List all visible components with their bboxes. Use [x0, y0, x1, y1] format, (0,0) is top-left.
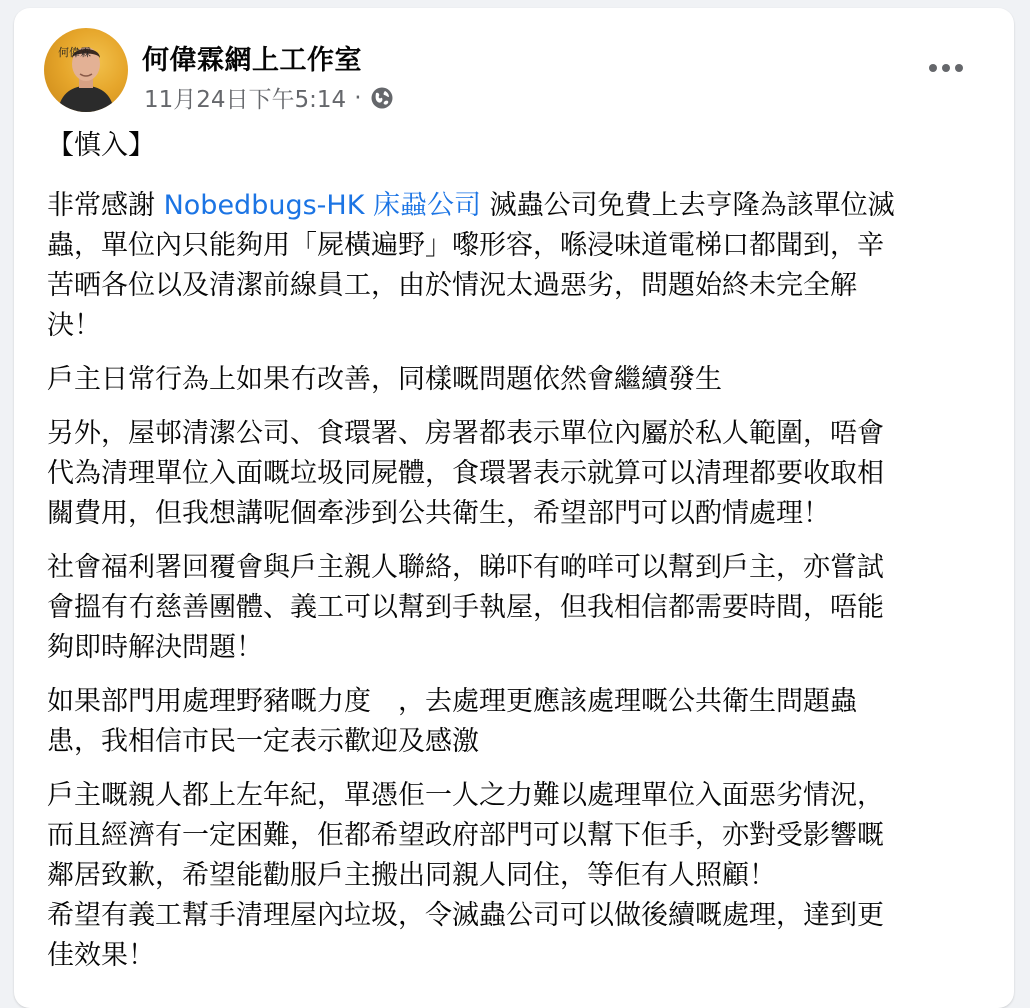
paragraph-line: 社會福利署回覆會與戶主親人聯絡，睇吓有啲咩可以幫到戶主，亦嘗試 — [47, 552, 884, 583]
more-dot — [942, 64, 950, 72]
more-options-button[interactable] — [916, 48, 976, 88]
paragraph-6 — [47, 776, 987, 976]
paragraph-line: 代為清理單位入面嘅垃圾同屍體，食環署表示就算可以清理都要收取相 — [47, 458, 884, 489]
paragraph-line: 戶主嘅親人都上左年紀，單憑佢一人之力難以處理單位入面惡劣情況， — [47, 780, 884, 811]
page-name-link[interactable]: 何偉霖網上工作室 — [142, 45, 362, 76]
mention-link[interactable]: Nobedbugs-HK 床蝨公司 — [163, 190, 481, 221]
more-dot — [955, 64, 963, 72]
text-span: 非常感謝 — [47, 190, 164, 221]
post-tag: 【慎入】 — [47, 130, 155, 161]
text-span: 滅蟲公司免費上去亨隆為該單位滅 — [481, 190, 895, 221]
avatar-image — [44, 28, 128, 112]
paragraph-line: 患，我相信市民一定表示歡迎及感激 — [47, 726, 479, 757]
paragraph-3 — [47, 414, 987, 534]
more-horizontal-icon — [929, 64, 937, 72]
avatar-logo-text: 何偉霖 — [58, 46, 91, 59]
paragraph-5 — [47, 682, 987, 762]
paragraph-line: 會搵有冇慈善團體、義工可以幫到手執屋，但我相信都需要時間，唔能 — [47, 592, 884, 623]
post-body — [47, 126, 987, 990]
paragraph-line: 關費用，但我想講呢個牽涉到公共衛生，希望部門可以酌情處理！ — [47, 498, 830, 529]
paragraph-line: 蟲，單位內只能夠用「屍橫遍野」嚟形容，喺浸味道電梯口都聞到，辛 — [47, 230, 884, 261]
paragraph-line: 鄰居致歉，希望能勸服戶主搬出同親人同住，等佢有人照顧！ — [47, 860, 776, 891]
paragraph-1 — [47, 186, 987, 346]
paragraph-line: 而且經濟有一定困難，佢都希望政府部門可以幫下佢手，亦對受影響嘅 — [47, 820, 884, 851]
paragraph-line: 苦晒各位以及清潔前線員工，由於情況太過惡劣，問題始終未完全解 — [47, 270, 857, 301]
paragraph-line: 決！ — [47, 310, 101, 341]
paragraph-line — [47, 186, 987, 226]
paragraph-line: 戶主日常行為上如果冇改善，同樣嘅問題依然會繼續發生 — [47, 364, 722, 395]
paragraph-line: 如果部門用處理野豬嘅力度 ，去處理更應該處理嘅公共衛生問題蟲 — [47, 686, 857, 717]
post-card — [14, 8, 1014, 1008]
paragraph-line: 夠即時解決問題！ — [47, 632, 263, 663]
paragraph-line: 另外，屋邨清潔公司、食環署、房署都表示單位內屬於私人範圍，唔會 — [47, 418, 884, 449]
paragraph-4 — [47, 548, 987, 668]
globe-icon[interactable] — [370, 86, 394, 110]
paragraph-line: 希望有義工幫手清理屋內垃圾，令滅蟲公司可以做後續嘅處理，達到更 — [47, 900, 884, 931]
paragraph-line: 佳效果！ — [47, 940, 155, 971]
avatar[interactable] — [44, 28, 128, 112]
post-meta — [144, 81, 394, 114]
post-timestamp[interactable]: 11月24日下午5:14 — [144, 87, 347, 113]
meta-separator: · — [354, 84, 362, 111]
paragraph-2 — [47, 360, 987, 400]
